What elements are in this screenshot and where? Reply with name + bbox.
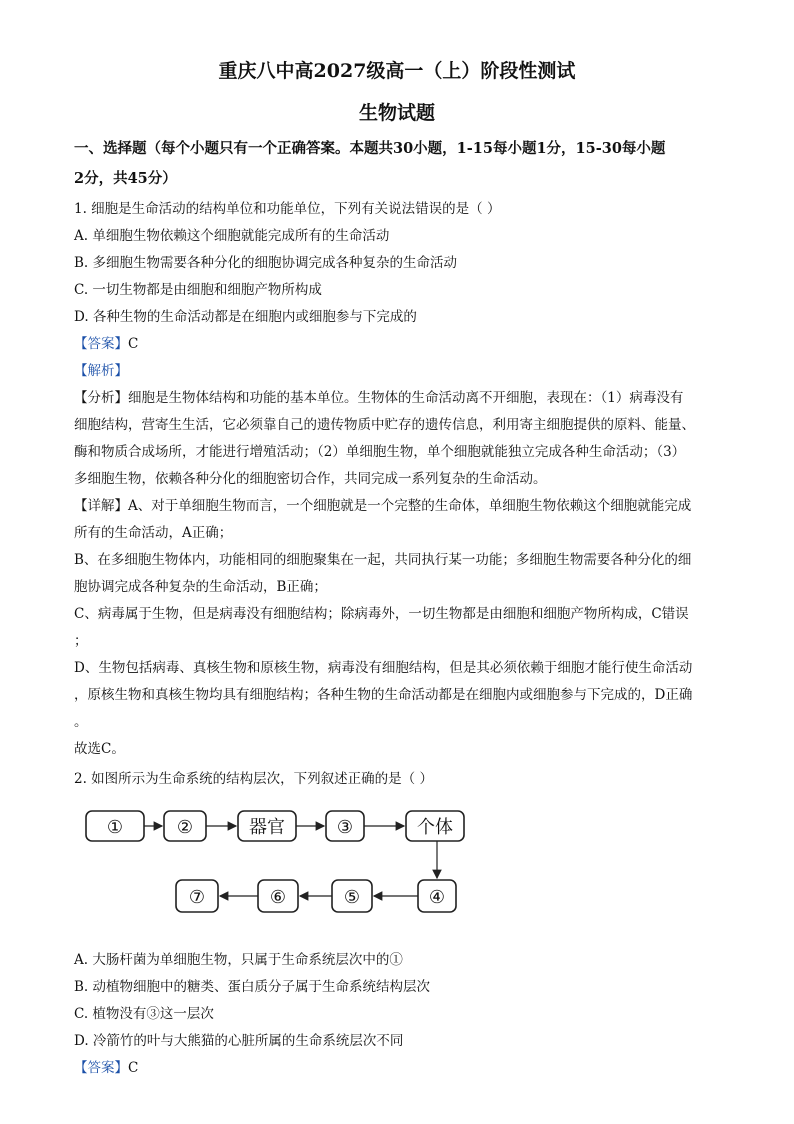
analysis-tag: 【解析】	[74, 363, 128, 379]
fenxi-line-4: 多细胞生物，依赖各种分化的细胞密切合作，共同完成一系列复杂的生命活动。	[74, 471, 547, 487]
section-heading-line-1: 一、选择题（每个小题只有一个正确答案。本题共30小题，1-15每小题1分，15-30每小题	[74, 140, 666, 157]
xiangjie-text: A、对于单细胞生物而言，一个细胞就是一个完整的生命体，单细胞生物依赖这个细胞就能完成	[128, 498, 692, 514]
page-subtitle: 生物试题	[358, 102, 435, 124]
box-label-organ: 器官	[249, 817, 285, 838]
q2-option-c: C. 植物没有③这一层次	[74, 1006, 214, 1022]
xiangjie-line-1	[74, 497, 724, 515]
box-label-4: ④	[428, 887, 446, 908]
q2-answer-line	[74, 1059, 724, 1077]
q2-stem: 2. 如图所示为生命系统的结构层次，下列叙述正确的是（ ）	[74, 771, 433, 787]
box-label-1: ①	[106, 817, 124, 838]
section-heading-line-2: 2分，共45分）	[74, 170, 177, 187]
q1-option-b: B. 多细胞生物需要各种分化的细胞协调完成各种复杂的生命活动	[74, 255, 458, 271]
xiangjie-tag: 【详解】	[74, 498, 128, 514]
q2-option-a: A. 大肠杆菌为单细胞生物，只属于生命系统层次中的①	[74, 952, 403, 968]
box-label-2: ②	[176, 817, 194, 838]
xiangjie-line-8: ，原核生物和真核生物均具有细胞结构；各种生物的生命活动都是在细胞内或细胞参与下完成的，D正确	[74, 687, 693, 703]
q2-answer-value: C	[128, 1060, 139, 1076]
q1-stem: 1. 细胞是生命活动的结构单位和功能单位，下列有关说法错误的是（ ）	[74, 201, 501, 217]
q1-option-c: C. 一切生物都是由细胞和细胞产物所构成	[74, 282, 322, 298]
q2-option-b: B. 动植物细胞中的糖类、蛋白质分子属于生命系统结构层次	[74, 979, 431, 995]
box-label-individual: 个体	[417, 817, 453, 838]
fenxi-line-2: 细胞结构，营寄生生活，它必须靠自己的遗传物质中贮存的遗传信息，利用寄主细胞提供的原料、能量、	[74, 417, 695, 433]
xiangjie-line-9: 。	[74, 714, 88, 730]
q1-option-d: D. 各种生物的生命活动都是在细胞内或细胞参与下完成的	[74, 309, 417, 325]
box-label-7: ⑦	[188, 887, 206, 908]
q1-answer-line	[74, 335, 724, 353]
fenxi-text: 细胞是生物体结构和功能的基本单位。生物体的生命活动离不开细胞，表现在：（1）病毒没有	[128, 390, 684, 406]
xiangjie-line-4: 胞协调完成各种复杂的生命活动，B正确；	[74, 579, 327, 595]
xiangjie-line-3: B、在多细胞生物体内，功能相同的细胞聚集在一起，共同执行某一功能；多细胞生物需要各种分化的细	[74, 552, 692, 568]
answer-tag: 【答案】	[74, 1060, 128, 1076]
xiangjie-line-7: D、生物包括病毒、真核生物和原核生物，病毒没有细胞结构，但是其必须依赖于细胞才能行使生命活动	[74, 660, 693, 676]
page-title: 重庆八中高2027级高一（上）阶段性测试	[218, 60, 576, 82]
box-label-3: ③	[336, 817, 354, 838]
box-label-6: ⑥	[269, 887, 287, 908]
box-label-5: ⑤	[343, 887, 361, 908]
xiangjie-line-6: ；	[74, 633, 88, 649]
conclusion-line: 故选C。	[74, 741, 125, 757]
fenxi-tag: 【分析】	[74, 390, 128, 406]
life-system-diagram	[74, 806, 474, 918]
xiangjie-line-2: 所有的生命活动，A正确；	[74, 525, 233, 541]
q1-option-a: A. 单细胞生物依赖这个细胞就能完成所有的生命活动	[74, 228, 390, 244]
fenxi-line-3: 酶和物质合成场所，才能进行增殖活动；（2）单细胞生物，单个细胞就能独立完成各种生命活动；（3）	[74, 444, 686, 460]
xiangjie-line-5: C、病毒属于生物，但是病毒没有细胞结构；除病毒外，一切生物都是由细胞和细胞产物所构成，C错误	[74, 606, 689, 622]
fenxi-line-1	[74, 389, 724, 407]
q2-option-d: D. 冷箭竹的叶与大熊猫的心脏所属的生命系统层次不同	[74, 1033, 404, 1049]
q1-answer-value: C	[128, 336, 139, 352]
answer-tag: 【答案】	[74, 336, 128, 352]
